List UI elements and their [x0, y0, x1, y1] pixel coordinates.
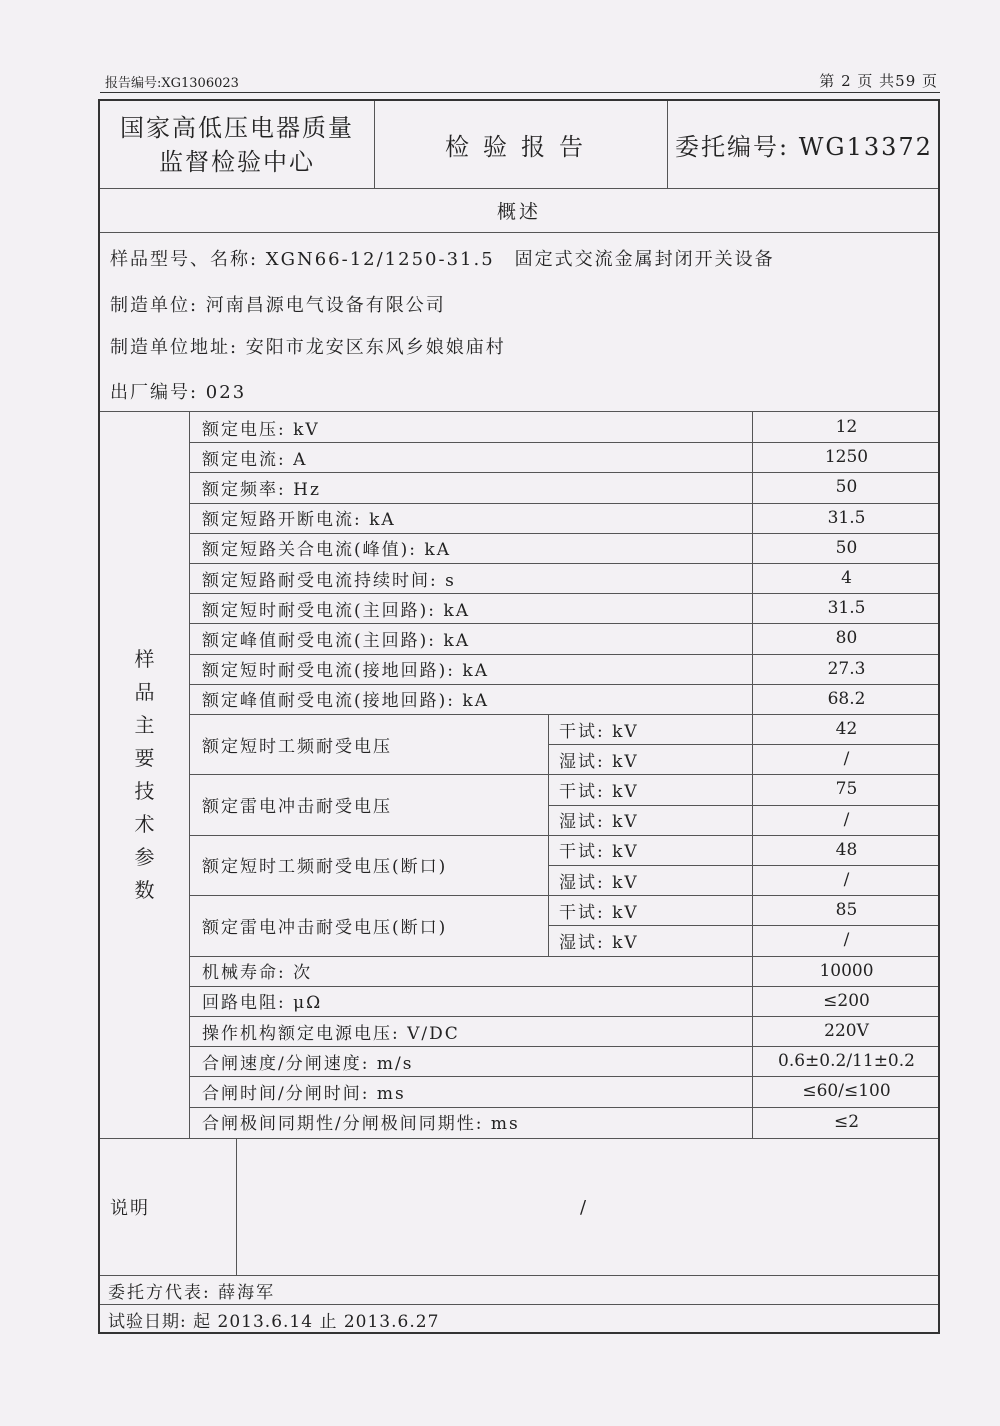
- title-row: [100, 101, 938, 188]
- param-value: 50: [835, 537, 858, 558]
- param-value: 220V: [824, 1021, 869, 1042]
- param-value: 50: [835, 477, 858, 498]
- param-value: ≤200: [823, 990, 870, 1011]
- side-char: 品: [134, 680, 155, 704]
- remarks-row: [100, 1138, 938, 1275]
- address-line: 制造单位地址: 安阳市龙安区东风乡娘娘庙村: [110, 337, 506, 358]
- param-label: 操作机构额定电源电压: V/DC: [202, 1023, 460, 1044]
- page-info: 第 2 页 共59 页: [819, 72, 938, 90]
- representative: 委托方代表: 薛海军: [108, 1282, 276, 1303]
- model-line: 样品型号、名称: XGN66-12/1250-31.5 固定式交流金属封闭开关设备: [110, 249, 775, 270]
- param-label: 额定短路开断电流: kA: [202, 510, 396, 531]
- params-side-label: [100, 412, 189, 1138]
- param-label: 机械寿命: 次: [202, 963, 313, 984]
- param-label: 额定短时耐受电流(接地回路): kA: [202, 661, 489, 682]
- param-label: 额定雷电冲击耐受电压: [202, 797, 392, 818]
- header-divider: [100, 92, 940, 93]
- param-value: 12: [835, 417, 858, 438]
- param-label: 额定电压: kV: [202, 419, 320, 440]
- dry-test-value: 48: [835, 839, 858, 860]
- test-date-row: [100, 1304, 938, 1334]
- param-label: 合闸速度/分闸速度: m/s: [202, 1053, 414, 1074]
- wet-test-label: 湿试: kV: [559, 872, 639, 893]
- param-label: 额定短路关合电流(峰值): kA: [202, 540, 451, 561]
- param-value: ≤60/≤100: [802, 1081, 891, 1102]
- param-value: 0.6±0.2/11±0.2: [778, 1051, 915, 1072]
- dry-test-label: 干试: kV: [559, 842, 639, 863]
- param-label: 额定短时耐受电流(主回路): kA: [202, 600, 470, 621]
- wet-test-value: /: [843, 749, 850, 770]
- param-value: 80: [835, 628, 858, 649]
- side-char: 技: [134, 779, 155, 803]
- param-label: 合闸时间/分闸时间: ms: [202, 1083, 406, 1104]
- param-label: 额定频率: Hz: [202, 479, 321, 500]
- param-label: 额定雷电冲击耐受电压(断口): [202, 917, 448, 938]
- param-label: 额定短时工频耐受电压(断口): [202, 857, 448, 878]
- wet-test-value: /: [843, 870, 850, 891]
- side-char: 主: [134, 713, 155, 737]
- report-number: 报告编号:XG1306023: [105, 76, 239, 91]
- param-label: 回路电阻: μΩ: [202, 993, 323, 1014]
- param-label: 额定短路耐受电流持续时间: s: [202, 570, 456, 591]
- param-label: 合闸极间同期性/分闸极间同期性: ms: [202, 1114, 520, 1135]
- wet-test-value: /: [843, 930, 850, 951]
- wet-test-value: /: [843, 809, 850, 830]
- representative-row: [100, 1275, 938, 1304]
- param-value: 27.3: [827, 658, 866, 679]
- side-char: 术: [134, 812, 155, 836]
- dry-test-label: 干试: kV: [559, 781, 639, 802]
- param-label: 额定峰值耐受电流(主回路): kA: [202, 630, 470, 651]
- remarks-label: 说明: [110, 1198, 150, 1219]
- dry-test-value: 85: [835, 900, 858, 921]
- wet-test-label: 湿试: kV: [559, 812, 639, 833]
- wet-test-label: 湿试: kV: [559, 932, 639, 953]
- overview-info: [100, 232, 938, 418]
- params-block: [100, 411, 938, 1138]
- param-value: 31.5: [827, 507, 866, 528]
- org-name: [100, 101, 374, 188]
- side-char: 样: [134, 647, 155, 671]
- serial-line: 出厂编号: 023: [110, 382, 247, 403]
- param-label: 额定峰值耐受电流(接地回路): kA: [202, 691, 489, 712]
- param-value: ≤2: [833, 1111, 860, 1132]
- report-table: [98, 99, 940, 1334]
- overview-heading: 概述: [496, 201, 541, 223]
- org-name-line1: 国家高低压电器质量: [120, 113, 354, 142]
- side-char: 数: [134, 878, 155, 902]
- dry-test-value: 42: [835, 719, 858, 740]
- side-char: 参: [134, 845, 155, 869]
- side-char: 要: [134, 746, 155, 770]
- param-label: 额定电流: A: [202, 449, 308, 470]
- dry-test-label: 干试: kV: [559, 721, 639, 742]
- param-value: 31.5: [827, 598, 866, 619]
- manufacturer-line: 制造单位: 河南昌源电气设备有限公司: [110, 295, 446, 316]
- param-value: 68.2: [827, 688, 866, 709]
- dry-test-label: 干试: kV: [559, 902, 639, 923]
- param-value: 1250: [824, 447, 869, 468]
- report-title: 检验报告: [445, 133, 597, 161]
- param-value: 4: [841, 568, 852, 589]
- remarks-value: /: [580, 1196, 587, 1218]
- divider: [236, 1139, 237, 1276]
- org-name-line2: 监督检验中心: [159, 147, 315, 176]
- overview-heading-row: [100, 188, 938, 232]
- wet-test-label: 湿试: kV: [559, 751, 639, 772]
- param-label: 额定短时工频耐受电压: [202, 736, 392, 757]
- param-value: 10000: [819, 960, 874, 981]
- commission-number: 委托编号: WG13372: [675, 133, 933, 161]
- dry-test-value: 75: [835, 779, 858, 800]
- test-date: 试验日期: 起 2013.6.14 止 2013.6.27: [108, 1312, 440, 1332]
